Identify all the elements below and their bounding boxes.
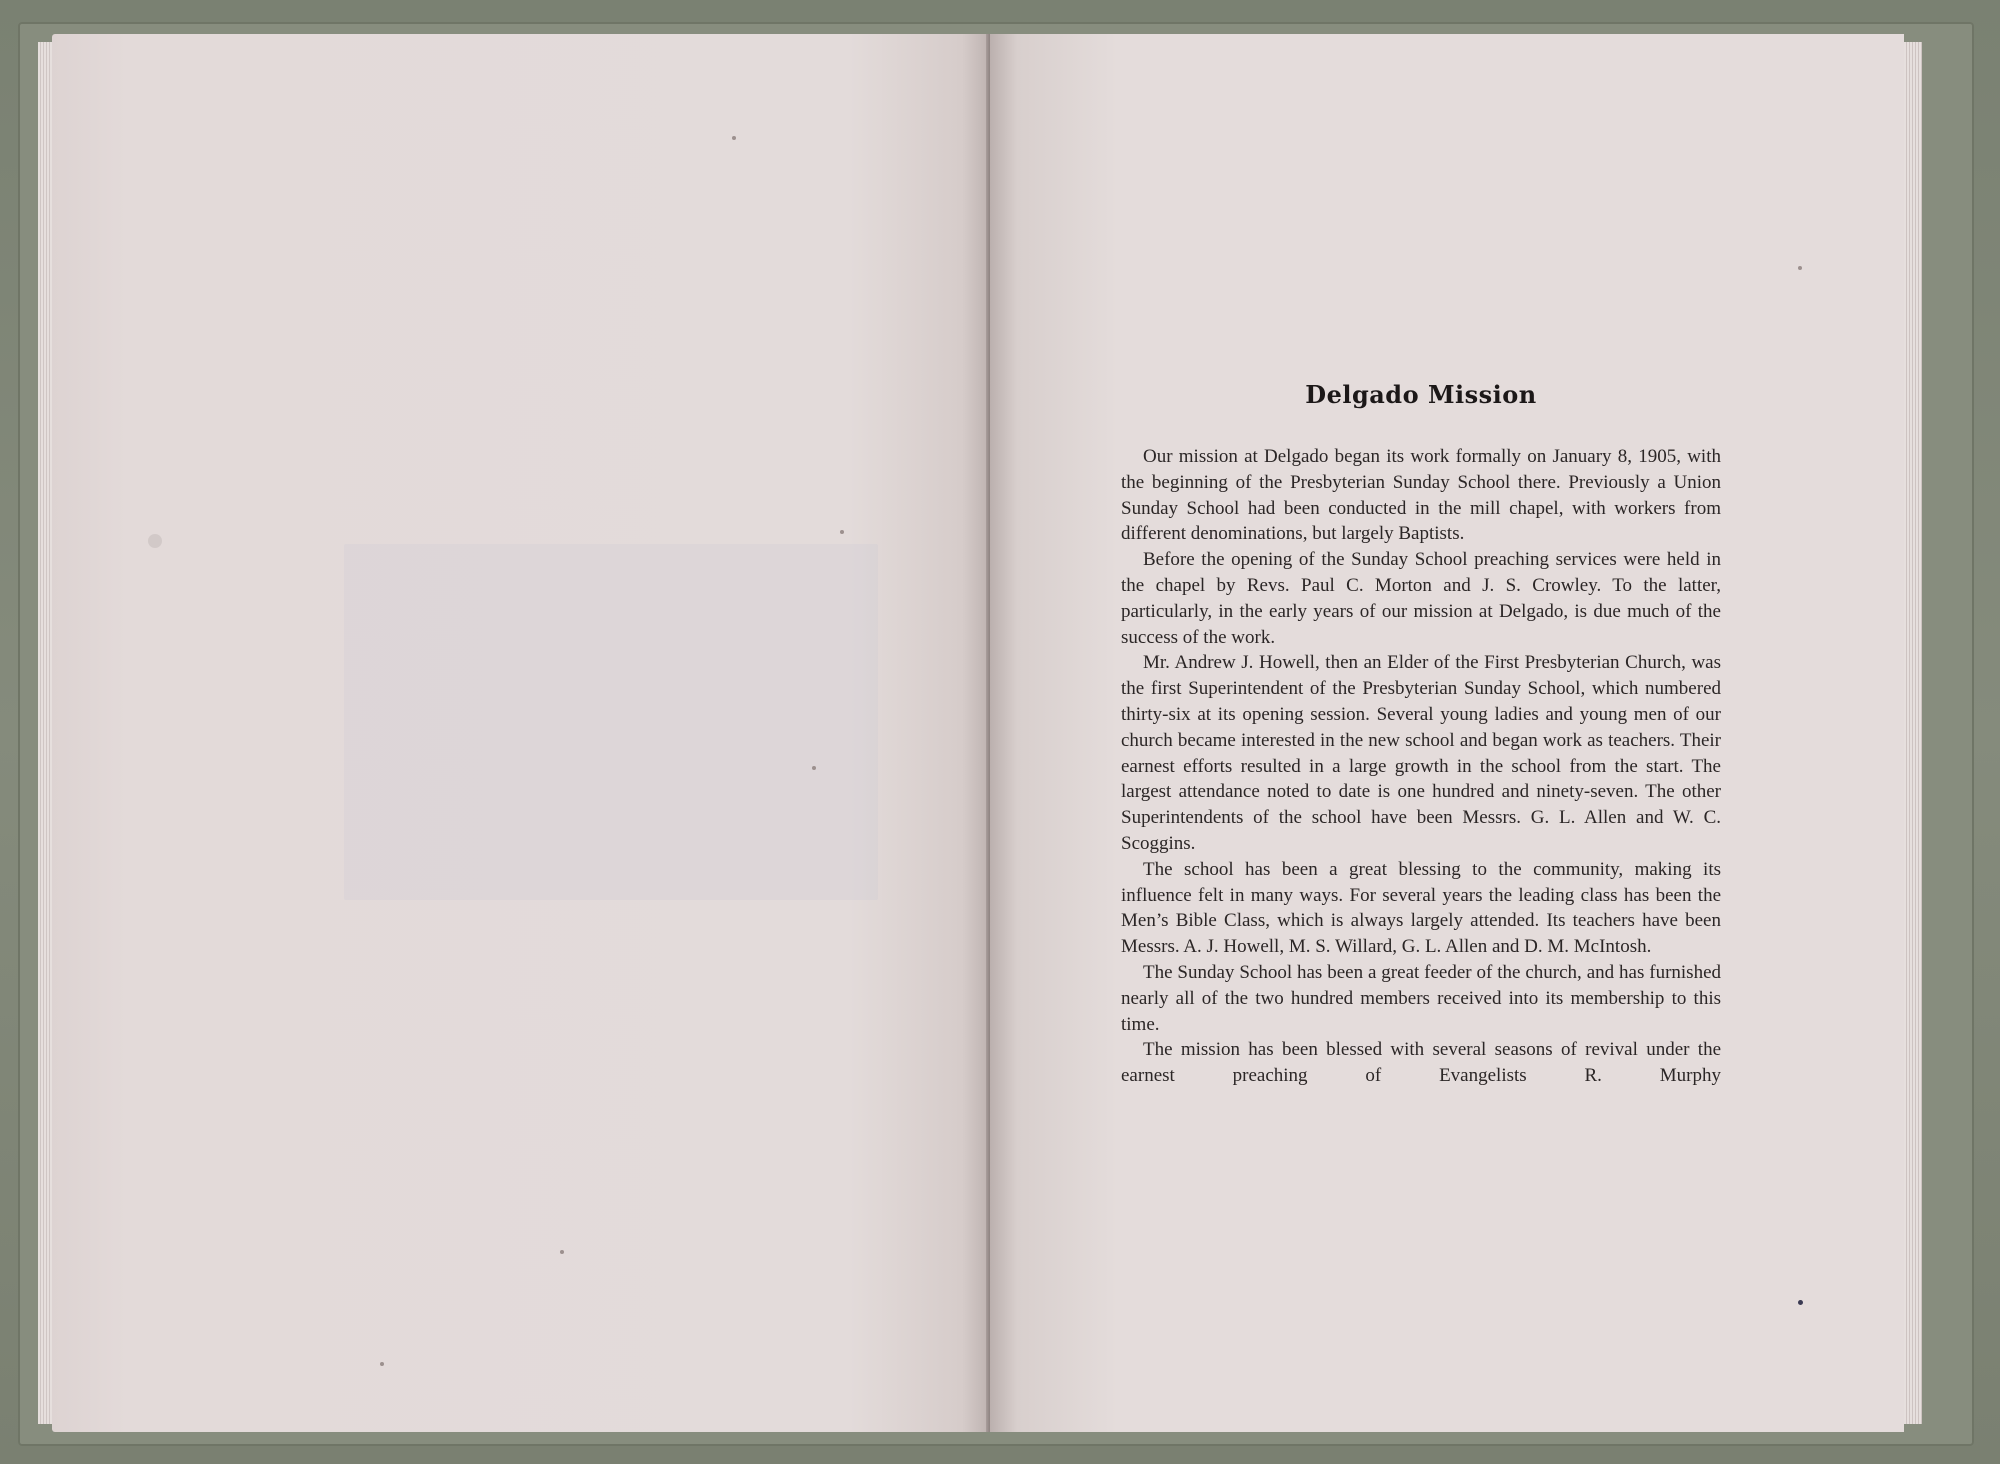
left-page-edges: [38, 42, 52, 1424]
paper-speck: [1798, 1300, 1803, 1305]
paragraph: Our mission at Delgado began its work formally on January 8, 1905, with the beginning of the Presbyterian Sunday School there. Previously a Union Sunday School had been conducted in the mill chapel, with workers from different denominations, but largely Baptists.: [1121, 446, 1721, 545]
paragraph: The mission has been blessed with several seasons of revival under the earnest preaching of Evangelists R. Murphy: [1121, 1039, 1721, 1087]
paper-speck: [812, 766, 816, 770]
faint-plate-offset: [344, 544, 878, 900]
page-title: Delgado Mission: [1305, 380, 1537, 409]
paper-speck: [148, 534, 162, 548]
paper-speck: [560, 1250, 564, 1254]
paper-speck: [840, 530, 844, 534]
paper-speck: [1798, 266, 1802, 270]
body-text: [1121, 384, 1721, 1089]
paragraph: The Sunday School has been a great feeder of the church, and has furnished nearly all of the two hundred members received into its membership to this time.: [1121, 961, 1721, 1035]
right-page-edges: [1904, 42, 1922, 1424]
paragraph: Mr. Andrew J. Howell, then an Elder of the First Presbyterian Church, was the first Superintendent of the Presbyterian Sunday School, which numbered thirty-six at its opening session. Several young ladies and young men of our church became interested in the new school and began work as teachers. Their earnest efforts resulted in a large growth in the school from the start. The largest attendance noted to date is one hundred and ninety-seven. The other Superintendents of the school have been Messrs. G. L. Allen and W. C. Scoggins.: [1121, 652, 1721, 854]
left-page: [52, 34, 990, 1432]
paragraph: The school has been a great blessing to the community, making its influence felt in many ways. For several years the leading class has been the Men’s Bible Class, which is always largely attended. Its teachers have been Messrs. A. J. Howell, M. S. Willard, G. L. Allen and D. M. McIntosh.: [1121, 858, 1721, 958]
paper-speck: [380, 1362, 384, 1366]
paper-speck: [732, 136, 736, 140]
paragraph: Before the opening of the Sunday School preaching services were held in the chapel by Revs. Paul C. Morton and J. S. Crowley. To the latter, particularly, in the early years of our mission at Delgado, is due much of the success of the work.: [1121, 549, 1721, 648]
